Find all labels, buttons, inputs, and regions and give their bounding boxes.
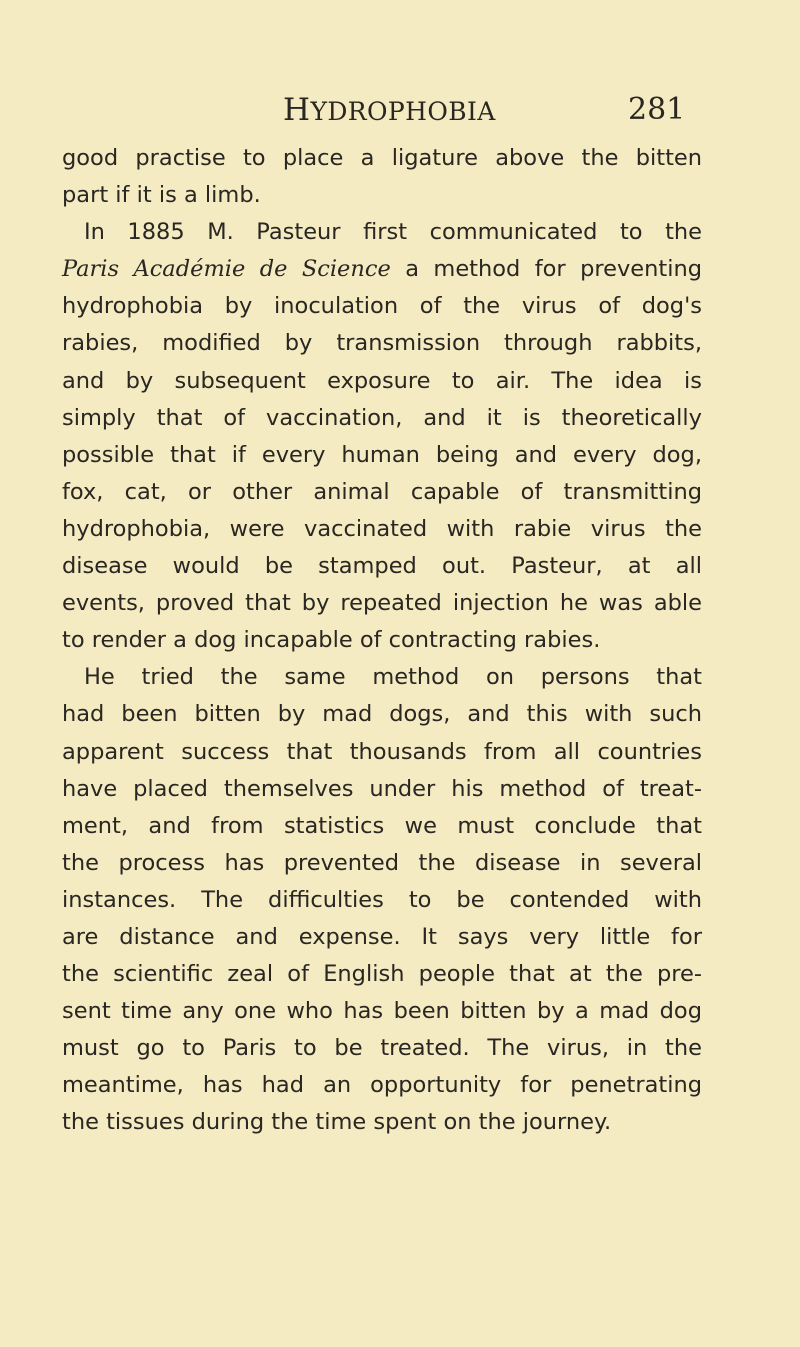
body-text bbox=[62, 140, 702, 1142]
text-line: the process has prevented the disease in several bbox=[62, 849, 702, 876]
text-line: possible that if every human being and every dog, bbox=[62, 441, 702, 468]
text-line: must go to Paris to be treated. The virus, in the bbox=[62, 1035, 702, 1062]
text-line: part if it is a limb. bbox=[62, 182, 261, 209]
text-line: good practise to place a ligature above the bitten bbox=[62, 145, 702, 171]
text-line: sent time any one who has been bitten by a mad dog bbox=[62, 998, 702, 1025]
text-line: simply that of vaccination, and it is theoretically bbox=[62, 404, 702, 431]
text-line: the tissues during the time spent on the journey. bbox=[62, 1109, 612, 1136]
text-line bbox=[62, 251, 702, 288]
text-line: events, proved that by repeated injection he was able bbox=[62, 590, 702, 617]
text-line: ment, and from statistics we must conclude that bbox=[62, 812, 702, 839]
page-header bbox=[0, 92, 800, 132]
italic-journal-title: Paris Académie de Science bbox=[62, 256, 391, 283]
text-line: the scientific zeal of English people that at the pre- bbox=[62, 961, 702, 988]
text-line-continuation: a method for preventing bbox=[405, 256, 702, 283]
text-line: In 1885 M. Pasteur first communicated to the bbox=[84, 219, 702, 246]
text-line: to render a dog incapable of contracting rabies. bbox=[62, 627, 601, 654]
text-line: had been bitten by mad dogs, and this with such bbox=[62, 701, 702, 728]
text-line: meantime, has had an opportunity for penetrating bbox=[62, 1072, 702, 1099]
text-line: disease would be stamped out. Pasteur, at all bbox=[62, 553, 702, 580]
text-line: hydrophobia, were vaccinated with rabie virus the bbox=[62, 515, 702, 542]
text-line: apparent success that thousands from all countries bbox=[62, 738, 702, 765]
text-line: rabies, modified by transmission through rabbits, bbox=[62, 330, 702, 357]
text-line: instances. The difficulties to be contended with bbox=[62, 886, 702, 913]
text-line: and by subsequent exposure to air. The idea is bbox=[62, 367, 702, 394]
text-line: have placed themselves under his method of treat- bbox=[62, 775, 702, 802]
running-title-initial: H bbox=[283, 92, 311, 128]
text-line: hydrophobia by inoculation of the virus of dog's bbox=[62, 293, 702, 320]
text-line: He tried the same method on persons that bbox=[84, 664, 702, 691]
running-title-rest: YDROPHOBIA bbox=[310, 97, 496, 126]
text-line: fox, cat, or other animal capable of transmitting bbox=[62, 478, 702, 505]
running-title bbox=[283, 92, 496, 128]
text-line: are distance and expense. It says very little for bbox=[62, 923, 702, 950]
page-number: 281 bbox=[628, 92, 686, 127]
